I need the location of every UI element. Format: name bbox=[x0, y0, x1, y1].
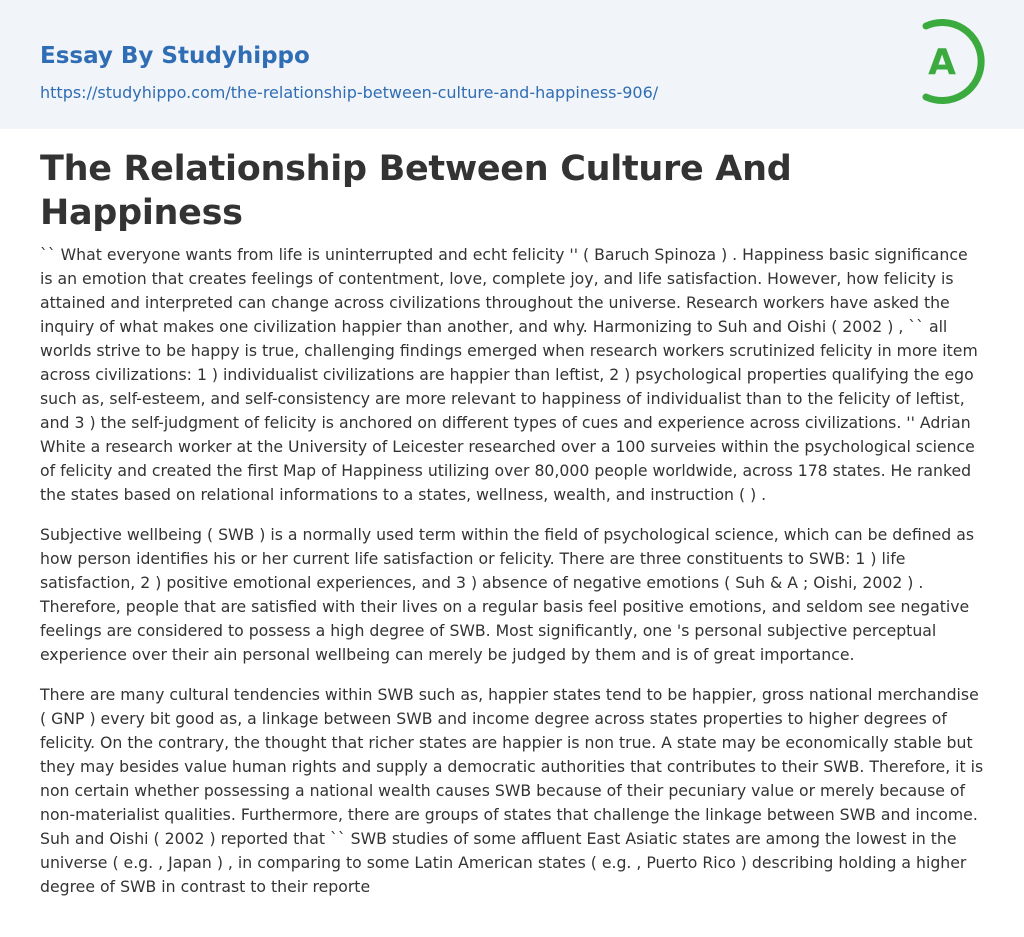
site-title: Essay By Studyhippo bbox=[40, 43, 310, 69]
article-url-link[interactable]: https://studyhippo.com/the-relationship-between-culture-and-happiness-906/ bbox=[40, 83, 659, 102]
logo-letter: A bbox=[928, 42, 956, 83]
article-body bbox=[40, 243, 984, 899]
site-header bbox=[0, 0, 1024, 129]
studyhippo-logo-icon[interactable] bbox=[916, 18, 986, 105]
article-paragraph: `` What everyone wants from life is uninterrupted and echt felicity '' ( Baruch Spinoza ) . Happiness basic significance is an emotion that creates feelings of contentment, love, complete joy, and life satisfaction. However, how felicity is attained and interpreted can change across civilizations throughout the universe. Research workers have asked the inquiry of what makes one civilization happier than another, and why. Harmonizing to Suh and Oishi ( 2002 ) , `` all worlds strive to be happy is true, challenging findings emerged when research workers scrutinized felicity in more item across civilizations: 1 ) individualist civilizations are happier than leftist, 2 ) psychological properties qualifying the ego such as, self-esteem, and self-consistency are more relevant to happiness of individualist than to the felicity of leftist, and 3 ) the self-judgment of felicity is anchored on different types of cues and experience across civilizations. '' Adrian White a research worker at the University of Leicester researched over a 100 surveies within the psychological science of felicity and created the first Map of Happiness utilizing over 80,000 people worldwide, across 178 states. He ranked the states based on relational informations to a states, wellness, wealth, and instruction ( ) . bbox=[40, 245, 978, 504]
article-paragraph: Subjective wellbeing ( SWB ) is a normally used term within the field of psychological science, which can be defined as how person identifies his or her current life satisfaction or felicity. There are three constituents to SWB: 1 ) life satisfaction, 2 ) positive emotional experiences, and 3 ) absence of negative emotions ( Suh & A ; Oishi, 2002 ) . Therefore, people that are satisfied with their lives on a regular basis feel positive emotions, and seldom see negative feelings are considered to possess a high degree of SWB. Most significantly, one 's personal subjective perceptual experience over their ain personal wellbeing can merely be judged by them and is of great importance. bbox=[40, 525, 975, 664]
page-title: The Relationship Between Culture And Happiness bbox=[40, 149, 792, 233]
article-paragraph: There are many cultural tendencies within SWB such as, happier states tend to be happier, gross national merchandise ( GNP ) every bit good as, a linkage between SWB and income degree across states properties to higher degrees of felicity. On the contrary, the thought that richer states are happier is non true. A state may be economically stable but they may besides value human rights and supply a democratic authorities that contributes to their SWB. Therefore, it is non certain whether possessing a national wealth causes SWB because of their pecuniary value or merely because of non-materialist qualities. Furthermore, there are groups of states that challenge the linkage between SWB and income. Suh and Oishi ( 2002 ) reported that `` SWB studies of some affluent East Asiatic states are among the lowest in the universe ( e.g. , Japan ) , in comparing to some Latin American states ( e.g. , Puerto Rico ) describing holding a higher degree of SWB in contrast to their reporte bbox=[40, 685, 984, 896]
